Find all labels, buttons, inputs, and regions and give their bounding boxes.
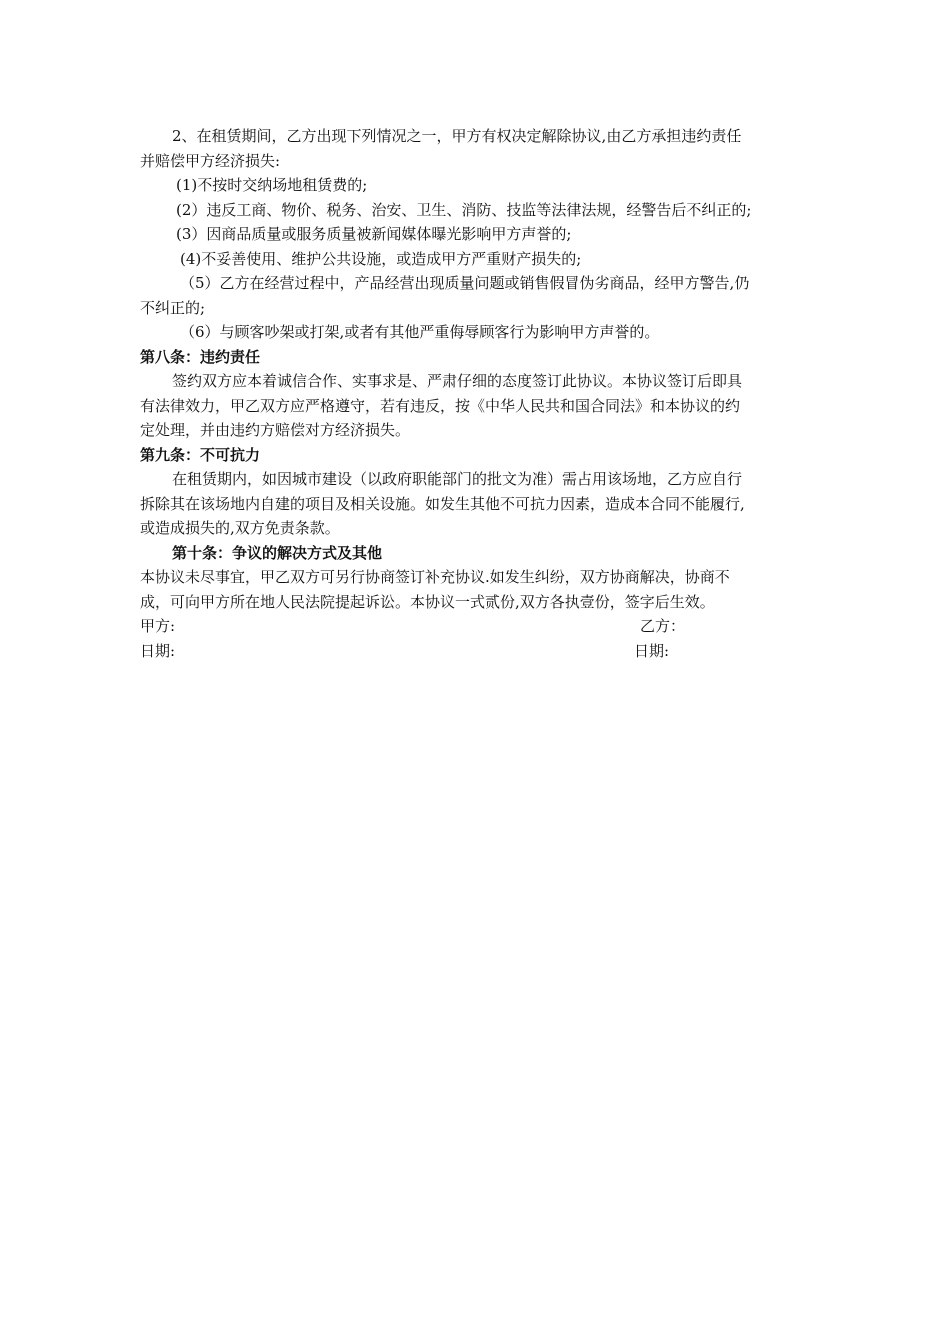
clause7-item-5-line2: 不纠正的;: [140, 298, 206, 317]
date-b-label: 日期:: [634, 641, 670, 660]
clause7-item-6: （6）与顾客吵架或打架,或者有其他严重侮辱顾客行为影响甲方声誉的。: [180, 323, 660, 341]
clause9-line1: 在租赁期内，如因城市建设（以政府职能部门的批文为准）需占用该场地，乙方应自行: [172, 470, 743, 488]
clause8-line2: 有法律效力，甲乙双方应严格遵守，若有违反，按《中华人民共和国合同法》和本协议的约: [140, 396, 741, 415]
party-a-label: 甲方:: [140, 617, 176, 635]
date-a-label: 日期:: [140, 641, 176, 660]
clause7-item-3: (3）因商品质量或服务质量被新闻媒体曝光影响甲方声誉的;: [176, 225, 572, 243]
clause9-line3: 或造成损失的,双方免责条款。: [140, 519, 340, 537]
clause7-item-2: (2）违反工商、物价、税务、治安、卫生、消防、技监等法律法规，经警告后不纠正的;: [176, 200, 752, 219]
clause10-line2: 成，可向甲方所在地人民法院提起诉讼。本协议一式贰份,双方各执壹份，签字后生效。: [140, 592, 715, 611]
signature-party-row: [140, 614, 820, 639]
clause8-line1: 签约双方应本着诚信合作、实事求是、严肃仔细的态度签订此协议。本协议签订后即具: [172, 372, 743, 390]
clause8-heading: 第八条：违约责任: [140, 347, 261, 366]
clause7-item-1: (1)不按时交纳场地租赁费的;: [176, 176, 368, 194]
clause7-item-4: (4)不妥善使用、维护公共设施，或造成甲方严重财产损失的;: [180, 249, 582, 268]
clause8-line3: 定处理，并由违约方赔偿对方经济损失。: [140, 421, 411, 439]
party-b-label: 乙方：: [640, 617, 686, 635]
document-page: [140, 124, 820, 663]
clause9-line2: 拆除其在该场地内自建的项目及相关设施。如发生其他不可抗力因素，造成本合同不能履行,: [140, 494, 745, 513]
signature-date-row: [140, 639, 820, 664]
clause7-para2-line2: 并赔偿甲方经济损失:: [140, 151, 281, 170]
clause9-heading: 第九条：不可抗力: [140, 445, 261, 464]
clause7-para2-line1: 2、在租赁期间，乙方出现下列情况之一，甲方有权决定解除协议,由乙方承担违约责任: [172, 127, 742, 145]
clause7-item-5-line1: （5）乙方在经营过程中，产品经营出现质量问题或销售假冒伪劣商品，经甲方警告,仍: [180, 274, 750, 292]
clause10-line1: 本协议未尽事宜，甲乙双方可另行协商签订补充协议.如发生纠纷，双方协商解决，协商不: [140, 568, 730, 586]
clause10-heading: 第十条：争议的解决方式及其他: [172, 543, 383, 562]
